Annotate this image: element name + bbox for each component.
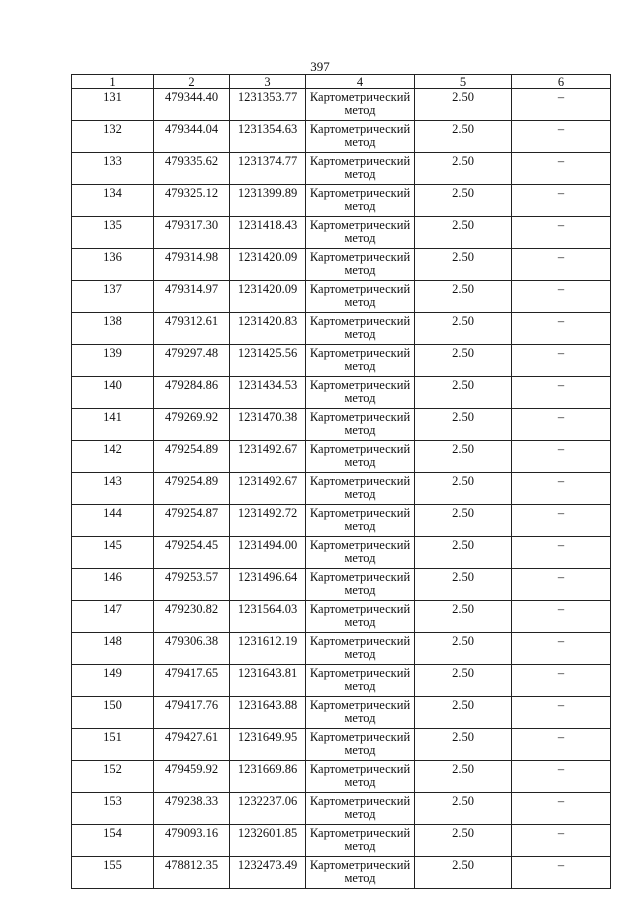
- y-coordinate-cell: 1231496.64: [230, 569, 306, 601]
- method-cell: Картометрический метод: [306, 345, 415, 377]
- x-coordinate-cell: 479427.61: [154, 729, 230, 761]
- description-cell: –: [512, 697, 611, 729]
- x-coordinate-cell: 479269.92: [154, 409, 230, 441]
- point-number-cell: 151: [72, 729, 154, 761]
- table-row: [72, 825, 611, 857]
- x-coordinate-cell: 478812.35: [154, 857, 230, 889]
- x-coordinate-cell: 479254.89: [154, 473, 230, 505]
- precision-cell: 2.50: [415, 697, 512, 729]
- x-coordinate-cell: 479312.61: [154, 313, 230, 345]
- precision-cell: 2.50: [415, 793, 512, 825]
- description-cell: –: [512, 121, 611, 153]
- x-coordinate-cell: 479417.76: [154, 697, 230, 729]
- description-cell: –: [512, 153, 611, 185]
- y-coordinate-cell: 1231353.77: [230, 89, 306, 121]
- y-coordinate-cell: 1231470.38: [230, 409, 306, 441]
- description-cell: –: [512, 825, 611, 857]
- method-cell: Картометрический метод: [306, 537, 415, 569]
- precision-cell: 2.50: [415, 281, 512, 313]
- y-coordinate-cell: 1231420.09: [230, 281, 306, 313]
- table-row: [72, 409, 611, 441]
- precision-cell: 2.50: [415, 537, 512, 569]
- description-cell: –: [512, 89, 611, 121]
- precision-cell: 2.50: [415, 121, 512, 153]
- point-number-cell: 145: [72, 537, 154, 569]
- y-coordinate-cell: 1231649.95: [230, 729, 306, 761]
- description-cell: –: [512, 313, 611, 345]
- description-cell: –: [512, 537, 611, 569]
- x-coordinate-cell: 479314.98: [154, 249, 230, 281]
- precision-cell: 2.50: [415, 857, 512, 889]
- y-coordinate-cell: 1231420.83: [230, 313, 306, 345]
- y-coordinate-cell: 1231492.67: [230, 441, 306, 473]
- table-row: [72, 473, 611, 505]
- x-coordinate-cell: 479254.45: [154, 537, 230, 569]
- method-cell: Картометрический метод: [306, 633, 415, 665]
- precision-cell: 2.50: [415, 345, 512, 377]
- point-number-cell: 154: [72, 825, 154, 857]
- description-cell: –: [512, 569, 611, 601]
- description-cell: –: [512, 249, 611, 281]
- x-coordinate-cell: 479254.89: [154, 441, 230, 473]
- method-cell: Картометрический метод: [306, 793, 415, 825]
- method-cell: Картометрический метод: [306, 825, 415, 857]
- point-number-cell: 147: [72, 601, 154, 633]
- method-cell: Картометрический метод: [306, 185, 415, 217]
- y-coordinate-cell: 1231374.77: [230, 153, 306, 185]
- description-cell: –: [512, 665, 611, 697]
- precision-cell: 2.50: [415, 473, 512, 505]
- point-number-cell: 155: [72, 857, 154, 889]
- table-row: [72, 537, 611, 569]
- precision-cell: 2.50: [415, 761, 512, 793]
- point-number-cell: 149: [72, 665, 154, 697]
- point-number-cell: 140: [72, 377, 154, 409]
- point-number-cell: 152: [72, 761, 154, 793]
- point-number-cell: 133: [72, 153, 154, 185]
- y-coordinate-cell: 1231425.56: [230, 345, 306, 377]
- y-coordinate-cell: 1231494.00: [230, 537, 306, 569]
- table-row: [72, 281, 611, 313]
- x-coordinate-cell: 479297.48: [154, 345, 230, 377]
- precision-cell: 2.50: [415, 249, 512, 281]
- description-cell: –: [512, 729, 611, 761]
- table-row: [72, 217, 611, 249]
- y-coordinate-cell: 1231492.67: [230, 473, 306, 505]
- table-row: [72, 505, 611, 537]
- point-number-cell: 135: [72, 217, 154, 249]
- x-coordinate-cell: 479230.82: [154, 601, 230, 633]
- table-row: [72, 313, 611, 345]
- description-cell: –: [512, 281, 611, 313]
- method-cell: Картометрический метод: [306, 761, 415, 793]
- x-coordinate-cell: 479317.30: [154, 217, 230, 249]
- point-number-cell: 143: [72, 473, 154, 505]
- point-number-cell: 137: [72, 281, 154, 313]
- x-coordinate-cell: 479417.65: [154, 665, 230, 697]
- column-header: 1: [72, 75, 154, 89]
- description-cell: –: [512, 409, 611, 441]
- table-row: [72, 633, 611, 665]
- point-number-cell: 134: [72, 185, 154, 217]
- column-header: 2: [154, 75, 230, 89]
- x-coordinate-cell: 479093.16: [154, 825, 230, 857]
- table-row: [72, 121, 611, 153]
- precision-cell: 2.50: [415, 313, 512, 345]
- y-coordinate-cell: 1231418.43: [230, 217, 306, 249]
- point-number-cell: 148: [72, 633, 154, 665]
- page-number: 397: [310, 59, 330, 74]
- point-number-cell: 136: [72, 249, 154, 281]
- x-coordinate-cell: 479238.33: [154, 793, 230, 825]
- precision-cell: 2.50: [415, 569, 512, 601]
- method-cell: Картометрический метод: [306, 601, 415, 633]
- method-cell: Картометрический метод: [306, 121, 415, 153]
- table-row: [72, 153, 611, 185]
- x-coordinate-cell: 479254.87: [154, 505, 230, 537]
- point-number-cell: 153: [72, 793, 154, 825]
- y-coordinate-cell: 1231643.88: [230, 697, 306, 729]
- y-coordinate-cell: 1231434.53: [230, 377, 306, 409]
- description-cell: –: [512, 185, 611, 217]
- description-cell: –: [512, 345, 611, 377]
- table-row: [72, 697, 611, 729]
- y-coordinate-cell: 1231669.86: [230, 761, 306, 793]
- precision-cell: 2.50: [415, 153, 512, 185]
- table-row: [72, 729, 611, 761]
- coordinates-table: [71, 74, 611, 889]
- column-header: 6: [512, 75, 611, 89]
- y-coordinate-cell: 1231354.63: [230, 121, 306, 153]
- precision-cell: 2.50: [415, 505, 512, 537]
- table-row: [72, 665, 611, 697]
- y-coordinate-cell: 1232601.85: [230, 825, 306, 857]
- method-cell: Картометрический метод: [306, 281, 415, 313]
- method-cell: Картометрический метод: [306, 377, 415, 409]
- precision-cell: 2.50: [415, 665, 512, 697]
- x-coordinate-cell: 479325.12: [154, 185, 230, 217]
- x-coordinate-cell: 479344.04: [154, 121, 230, 153]
- method-cell: Картометрический метод: [306, 409, 415, 441]
- method-cell: Картометрический метод: [306, 857, 415, 889]
- point-number-cell: 141: [72, 409, 154, 441]
- method-cell: Картометрический метод: [306, 505, 415, 537]
- table-row: [72, 761, 611, 793]
- method-cell: Картометрический метод: [306, 217, 415, 249]
- y-coordinate-cell: 1231399.89: [230, 185, 306, 217]
- precision-cell: 2.50: [415, 217, 512, 249]
- y-coordinate-cell: 1231643.81: [230, 665, 306, 697]
- method-cell: Картометрический метод: [306, 249, 415, 281]
- precision-cell: 2.50: [415, 633, 512, 665]
- description-cell: –: [512, 377, 611, 409]
- table-row: [72, 601, 611, 633]
- description-cell: –: [512, 505, 611, 537]
- table-header-row: [72, 75, 611, 89]
- precision-cell: 2.50: [415, 377, 512, 409]
- method-cell: Картометрический метод: [306, 153, 415, 185]
- y-coordinate-cell: 1231420.09: [230, 249, 306, 281]
- point-number-cell: 144: [72, 505, 154, 537]
- description-cell: –: [512, 217, 611, 249]
- method-cell: Картометрический метод: [306, 441, 415, 473]
- column-header: 3: [230, 75, 306, 89]
- y-coordinate-cell: 1231564.03: [230, 601, 306, 633]
- point-number-cell: 138: [72, 313, 154, 345]
- x-coordinate-cell: 479335.62: [154, 153, 230, 185]
- method-cell: Картометрический метод: [306, 313, 415, 345]
- description-cell: –: [512, 761, 611, 793]
- y-coordinate-cell: 1232473.49: [230, 857, 306, 889]
- point-number-cell: 131: [72, 89, 154, 121]
- x-coordinate-cell: 479306.38: [154, 633, 230, 665]
- x-coordinate-cell: 479459.92: [154, 761, 230, 793]
- column-header: 4: [306, 75, 415, 89]
- description-cell: –: [512, 633, 611, 665]
- table-row: [72, 377, 611, 409]
- description-cell: –: [512, 857, 611, 889]
- method-cell: Картометрический метод: [306, 729, 415, 761]
- precision-cell: 2.50: [415, 729, 512, 761]
- table-row: [72, 249, 611, 281]
- precision-cell: 2.50: [415, 89, 512, 121]
- description-cell: –: [512, 793, 611, 825]
- precision-cell: 2.50: [415, 441, 512, 473]
- y-coordinate-cell: 1231612.19: [230, 633, 306, 665]
- method-cell: Картометрический метод: [306, 697, 415, 729]
- method-cell: Картометрический метод: [306, 89, 415, 121]
- table-row: [72, 857, 611, 889]
- table-body: [72, 89, 611, 889]
- precision-cell: 2.50: [415, 825, 512, 857]
- y-coordinate-cell: 1231492.72: [230, 505, 306, 537]
- table-row: [72, 793, 611, 825]
- point-number-cell: 139: [72, 345, 154, 377]
- description-cell: –: [512, 473, 611, 505]
- method-cell: Картометрический метод: [306, 665, 415, 697]
- x-coordinate-cell: 479253.57: [154, 569, 230, 601]
- precision-cell: 2.50: [415, 185, 512, 217]
- x-coordinate-cell: 479314.97: [154, 281, 230, 313]
- table-row: [72, 441, 611, 473]
- table-row: [72, 185, 611, 217]
- x-coordinate-cell: 479344.40: [154, 89, 230, 121]
- point-number-cell: 142: [72, 441, 154, 473]
- precision-cell: 2.50: [415, 601, 512, 633]
- method-cell: Картометрический метод: [306, 473, 415, 505]
- y-coordinate-cell: 1232237.06: [230, 793, 306, 825]
- method-cell: Картометрический метод: [306, 569, 415, 601]
- point-number-cell: 132: [72, 121, 154, 153]
- description-cell: –: [512, 601, 611, 633]
- x-coordinate-cell: 479284.86: [154, 377, 230, 409]
- description-cell: –: [512, 441, 611, 473]
- column-header: 5: [415, 75, 512, 89]
- table-row: [72, 89, 611, 121]
- table-row: [72, 345, 611, 377]
- point-number-cell: 150: [72, 697, 154, 729]
- point-number-cell: 146: [72, 569, 154, 601]
- precision-cell: 2.50: [415, 409, 512, 441]
- table-row: [72, 569, 611, 601]
